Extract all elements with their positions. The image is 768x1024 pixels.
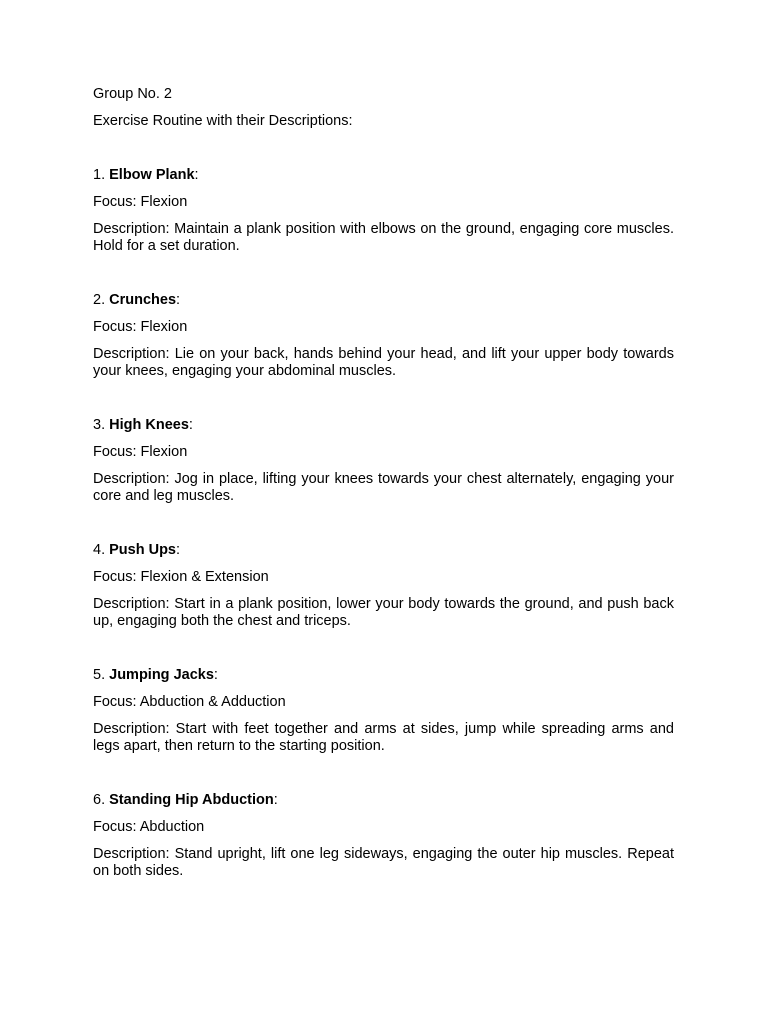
- exercise-description: Description: Jog in place, lifting your knees towards your chest alternately, engaging your core and leg muscles.: [93, 470, 674, 504]
- exercise-title: [93, 167, 674, 185]
- exercise-description: Description: Start in a plank position, lower your body towards the ground, and push back up, engaging both the chest and triceps.: [93, 595, 674, 629]
- group-number: Group No. 2: [93, 86, 172, 102]
- exercise-number: 1.: [93, 166, 106, 183]
- title-colon: :: [273, 791, 278, 808]
- exercise-name: Push Ups: [109, 541, 176, 558]
- exercise-number: 4.: [93, 541, 106, 558]
- document-page: [93, 86, 674, 881]
- exercise-description: Description: Start with feet together and arms at sides, jump while spreading arms and legs apart, then return to the starting position.: [93, 720, 674, 754]
- exercise-title: [93, 792, 674, 810]
- exercise-item: [93, 167, 674, 256]
- exercise-number: 5.: [93, 666, 106, 683]
- exercise-title: [93, 667, 674, 685]
- title-colon: :: [176, 541, 181, 558]
- exercise-name: High Knees: [109, 416, 189, 433]
- exercise-name: Crunches: [109, 291, 177, 308]
- title-colon: :: [176, 291, 181, 308]
- exercise-description: Description: Maintain a plank position with elbows on the ground, engaging core muscles. Hold for a set duration.: [93, 220, 674, 254]
- exercise-focus: Focus: Flexion: [93, 318, 188, 335]
- exercise-item: [93, 417, 674, 506]
- exercise-item: [93, 792, 674, 881]
- exercise-focus: Focus: Abduction & Adduction: [93, 693, 286, 710]
- routine-intro: Exercise Routine with their Descriptions:: [93, 113, 353, 129]
- title-colon: :: [194, 166, 199, 183]
- exercise-item: [93, 667, 674, 756]
- exercise-focus: Focus: Flexion & Extension: [93, 568, 269, 585]
- title-colon: :: [213, 666, 218, 683]
- title-colon: :: [188, 416, 193, 433]
- exercise-title: [93, 292, 674, 310]
- exercise-name: Jumping Jacks: [109, 666, 214, 683]
- exercise-focus: Focus: Abduction: [93, 818, 205, 835]
- exercise-focus: Focus: Flexion: [93, 193, 188, 210]
- exercise-name: Standing Hip Abduction: [109, 791, 274, 808]
- exercise-focus: Focus: Flexion: [93, 443, 188, 460]
- exercise-name: Elbow Plank: [109, 166, 195, 183]
- exercise-title: [93, 542, 674, 560]
- exercise-item: [93, 542, 674, 631]
- exercise-number: 3.: [93, 416, 106, 433]
- exercise-description: Description: Lie on your back, hands behind your head, and lift your upper body towards your knees, engaging your abdominal muscles.: [93, 345, 674, 379]
- exercise-number: 2.: [93, 291, 106, 308]
- exercise-number: 6.: [93, 791, 106, 808]
- exercise-title: [93, 417, 674, 435]
- exercise-item: [93, 292, 674, 381]
- exercise-description: Description: Stand upright, lift one leg sideways, engaging the outer hip muscles. Repeat on both sides.: [93, 845, 674, 879]
